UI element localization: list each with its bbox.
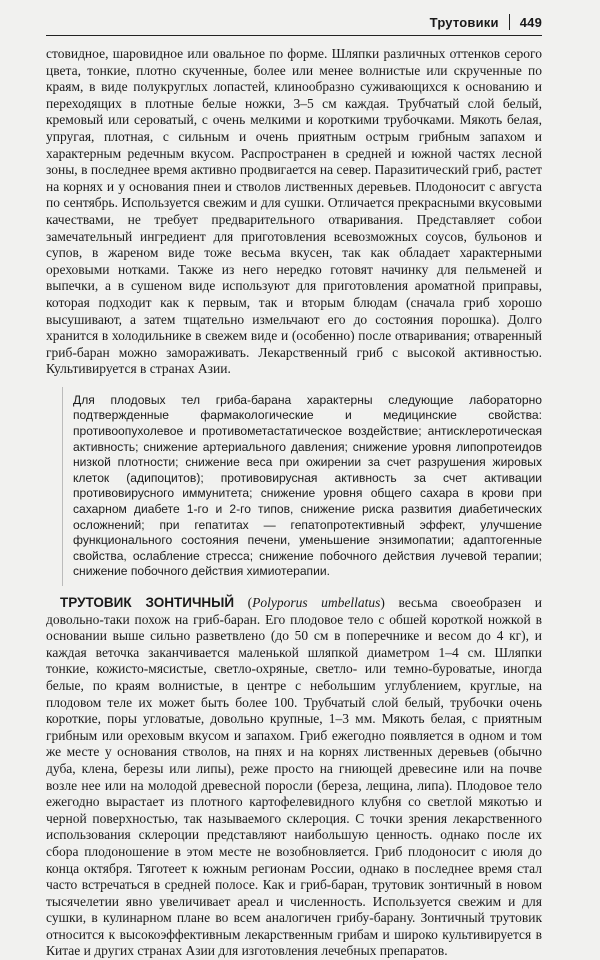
page-number: 449 xyxy=(519,14,542,30)
section-title: Трутовики xyxy=(429,14,499,30)
species-heading: ТРУТОВИК ЗОНТИЧНЫЙ xyxy=(60,595,235,610)
paragraph-2: ТРУТОВИК ЗОНТИЧНЫЙ (Polyporus umbellatus) весьма своеобразен и довольно-таки похож на гриб-баран. Его плодовое тело с обшей короткой ножкой в основании выше сильно разветвлено (до 50 см в поперечнике и весом до 4 кг), и каждая веточка заканчивается маленькой шляпкой диаметром 1–4 см. Шляпки тонкие, кожисто-мясистые, светло-охряные, светло- или темно-буроватые, иногда белые, по краям волнистые, в центре с небольшим углублением, круглые, на плодовом теле их может быть более 100. Трубчатый слой белый, трубочки очень короткие, поры угловатые, довольно крупные, 1–3 мм. Мякоть белая, с приятным грибным или ореховым вкусом и запахом. Гриб ежегодно появляется в одном и том же месте у основания стволов, на пнях и на корнях лиственных деревьев (обычно дуба, клена, березы или липы), реже просто на гниющей древесине или на почве возле нее или на молодой древесной поросли (береза, лещина, липа). Плодовое тело ежегодно вырастает из плотного картофелевидного клубня со светлой мякотью и черной поверхностью, так называемого склероция. С точки зрения лекарственного использования склероции представляют наибольшую ценность. однако после их сбора плодоношение в этом месте не возобновляется. Гриб плодоносит с июля до конца октября. Тяготеет к южным регионам России, однако в последнее время стал часто встречаться в средней полосе. Как и гриб-баран, трутовик зонтичный в новом тысячелетии явно увеличивает ареал и численность. Используется свежим и для сушки, в кулинарном плане во всем аналогичен грибу-барану. Зонтичный трутовик относится к высокоэффективным лекарственным грибам и широко культивируется в Китае и других странах Азии для изготовления лечебных препаратов. xyxy=(46,595,543,959)
medicinal-properties-box xyxy=(62,387,542,586)
box-text: Для плодовых тел гриба-барана характерны следующие лабораторно подтвержденные фармакологические и медицинские свойства: противоопухолевое и противометастатическое воздействие; антисклеротическая активность; снижение артериального давления; снижение уровня липопротеидов низкой плотности; снижение веса при ожирении за счет разрушения жировых клеток (адипоцитов); противовирусная активность за счет активации противовирусного иммунитета; снижение уровня общего сахара в крови при сахарном диабете 1-го и 2-го типов, снижение риска развития диабетических осложнений; при гепатитах — гепатопротективный эффект, улучшение функционального состояния печени, уменьшение энзимопатии; адаптогенные свойства, ослабление стресса; снижение побочного действия лучевой терапии; снижение побочного действия химиотерапии. xyxy=(73,392,542,579)
main-text xyxy=(46,46,542,960)
header-rule xyxy=(46,35,542,36)
paragraph-2-text: весьма своеобразен и довольно-таки похож на гриб-баран. Его плодовое тело с обшей короткой ножкой в основании выше сильно разветвлено (до 50 см в поперечнике и весом до 4 кг), и каждая веточка заканчивается маленькой шляпкой диаметром 1–4 см. Шляпки тонкие, кожисто-мясистые, светло-охряные, светло- или темно-буроватые, иногда белые, по краям волнистые, в центре с небольшим углублением, круглые, на плодовом теле их может быть более 100. Трубчатый слой белый, трубочки очень короткие, поры угловатые, довольно крупные, 1–3 мм. Мякоть белая, с приятным грибным или ореховым вкусом и запахом. Гриб ежегодно появляется в одном и том же месте у основания стволов, на пнях и на корнях лиственных деревьев (обычно дуба, клена, березы или липы), реже просто на гниющей древесине или на почве возле нее или на молодой древесной поросли (береза, лещина, липа). Плодовое тело ежегодно вырастает из плотного картофелевидного клубня со светлой мякотью и черной поверхностью, так называемого склероция. С точки зрения лекарственного использования склероции представляют наибольшую ценность. однако после их сбора плодоношение в этом месте не возобновляется. Гриб плодоносит с июля до конца октября. Тяготеет к южным регионам России, однако в последнее время стал часто встречаться в средней полосе. Как и гриб-баран, трутовик зонтичный в новом тысячелетии явно увеличивает ареал и численность. Используется свежим и для сушки, в кулинарном плане во всем аналогичен грибу-барану. Зонтичный трутовик относится к высокоэффективным лекарственным грибам и широко культивируется в Китае и других странах Азии для изготовления лечебных препаратов. xyxy=(46,595,543,959)
latin-name: Polyporus umbellatus xyxy=(252,595,381,610)
paragraph-1: стовидное, шаровидное или овальное по форме. Шляпки различных оттенков серого цвета, тонкие, плотно скученные, более или менее волнистые или скрученные по краям, в виде полукруглых лопастей, клинообразно суживающихся к основанию и переходящих в плотные белые ножки, 3–5 см каждая. Трубчатый слой белый, кремовый или сероватый, с очень мелкими и короткими трубочками. Мякоть белая, упругая, плотная, с сильным и очень приятным острым грибным запахом и характерным редечным вкусом. Распространен в средней и южной частях лесной зоны, в последнее время активно продвигается на север. Паразитический гриб, растет на корнях и у основания пнеи и стволов лиственных деревьев. Плодоносит с августа по сентябрь. Используется свежим и для сушки. Отличается прекрасными вкусовыми качествами, не требует предварительного отваривания. Представляет собои замечательный ингредиент для приготовления всевозможных соусов, бульонов и супов, в жареном виде тоже весьма вкусен, так как обладает характерными ореховыми нотками. Также из него нередко готовят начинку для пельменей и выпечки, а в сушеном виде используют для приготовления ароматной приправы, которая подходит как к первым, так и вторым блюдам (сначала гриб хорошо высушивают, а затем тщательно измельчают его до состояния порошка). Долго хранится в холодильнике в свежем виде и (особенно) после отваривания; отваренный гриб-баран можно замораживать. Лекарственный гриб с высокой активностью. Культивируется в странах Азии. xyxy=(46,46,542,377)
header-separator xyxy=(509,14,510,30)
running-header xyxy=(46,12,542,32)
